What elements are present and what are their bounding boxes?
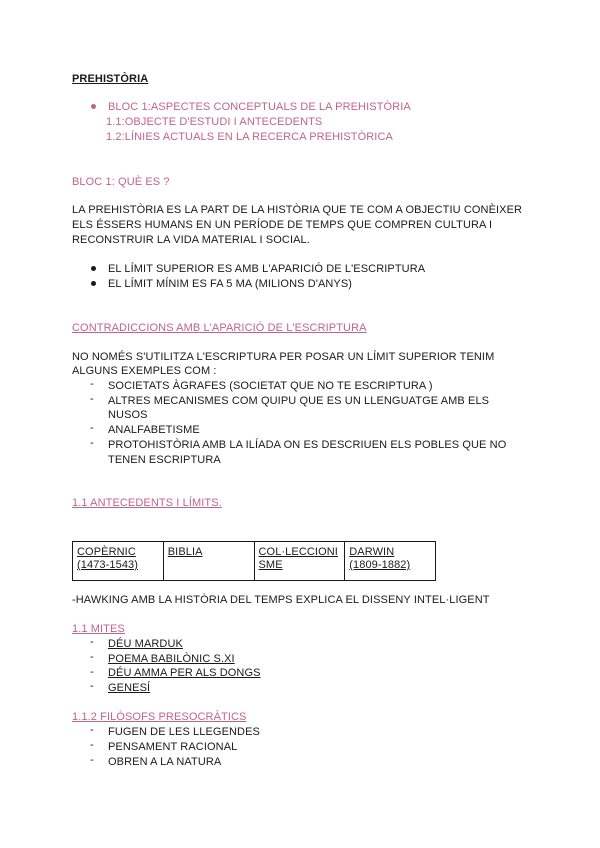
dash-marker: - [90,666,94,678]
hawking-note [72,593,490,608]
cell-line: (1473-1543) [77,559,139,571]
table-cell-colleccionisme [254,542,345,581]
cell-line: COL·LECCIONI [258,546,338,558]
cell-line: DARWIN [349,546,395,558]
mites-item: POEMA BABILÒNIC S.XI [108,653,235,665]
contradiccions-item: ANALFABETISME [108,424,200,436]
cell-line: SME [258,559,283,571]
bloc1-para-line: LA PREHISTÒRIA ES LA PART DE LA HISTÒRIA QUE TE COM A OBJECTIU CONÈIXER [72,204,523,216]
dash-marker: - [90,437,94,449]
bloc1-bullet: EL LÍMIT MÍNIM ES FA 5 MA (MILIONS D'ANYS) [108,278,353,290]
filosofs-item: OBREN A LA NATURA [108,756,222,768]
bloc1-heading: BLOC 1: QUÈ ES ? [72,176,170,188]
dash-marker: - [90,393,94,405]
page-title: PREHISTÒRIA [72,73,149,85]
contradiccions-item-continued: NUSOS [108,409,148,421]
table-row [73,542,436,581]
table-cell-darwin [345,542,436,581]
dash-marker: - [90,680,94,692]
hawking-note-text: HAWKING AMB LA HISTÒRIA DEL TEMPS EXPLICA EL DISSENY INTEL·LIGENT [75,594,490,606]
table-cell-biblia [163,542,254,581]
dash-marker: - [90,636,94,648]
dash-marker: - [90,378,94,390]
contradiccions-item-continued: TENEN ESCRIPTURA [108,454,221,466]
bloc1-para-line: RECONSTRUIR LA VIDA MATERIAL I SOCIAL. [72,234,310,246]
dash-marker: - [90,724,94,736]
bullet-dot [91,104,96,109]
bullet-dot [91,281,96,286]
dash-marker: - [90,422,94,434]
dash-marker: - [90,651,94,663]
mites-item: DÉU AMMA PER ALS DONGS [108,667,261,679]
bloc1-bullet: EL LÍMIT SUPERIOR ES AMB L'APARICIÓ DE L'ESCRIPTURA [108,263,426,275]
mites-item: DÉU MARDUK [108,638,183,650]
dash-marker: - [90,754,94,766]
contradiccions-item: PROTOHISTÒRIA AMB LA ILÍADA ON ES DESCRIUEN ELS POBLES QUE NO [108,439,507,451]
dash-marker: - [90,739,94,751]
contradiccions-para-line: NO NOMÉS S'UTILITZA L'ESCRIPTURA PER POSAR UN LÍMIT SUPERIOR TENIM [72,351,495,363]
toc-sub1-link[interactable]: 1.1:OBJECTE D'ESTUDI I ANTECEDENTS [106,116,323,128]
contradiccions-item: SOCIETATS ÀGRAFES (SOCIETAT QUE NO TE ESCRIPTURA ) [108,380,433,392]
table-cell-copernic [73,542,164,581]
contradiccions-para-line: ALGUNS EXEMPLES COM : [72,365,217,377]
antecedents-heading: 1.1 ANTECEDENTS I LÍMITS. [72,497,222,509]
antecedents-table [72,541,436,581]
bloc1-para-line: ELS ÉSSERS HUMANS EN UN PERÍODE DE TEMPS QUE COMPREN CULTURA I [72,219,493,231]
mites-item: GENESÍ [108,682,151,694]
filosofs-item: FUGEN DE LES LLEGENDES [108,726,260,738]
contradiccions-heading: CONTRADICCIONS AMB L'APARICIÓ DE L'ESCRIPTURA [72,322,367,334]
toc-bloc1-link[interactable]: BLOC 1:ASPECTES CONCEPTUALS DE LA PREHISTÒRIA [108,101,411,113]
toc-sub2-link[interactable]: 1.2:LÍNIES ACTUALS EN LA RECERCA PREHISTÒRICA [106,131,393,143]
hawking-note-prefix: - [72,594,76,606]
contradiccions-item: ALTRES MECANISMES COM QUIPU QUE ES UN LLENGUATGE AMB ELS [108,395,490,407]
cell-line: BIBLIA [167,546,203,558]
cell-line: COPÈRNIC [77,546,136,558]
bullet-dot [91,266,96,271]
cell-line: (1809-1882) [349,559,411,571]
mites-heading: 1.1 MITES [72,623,125,635]
filosofs-heading: 1.1.2 FILÒSOFS PRESOCRÀTICS [72,711,247,723]
filosofs-item: PENSAMENT RACIONAL [108,741,238,753]
